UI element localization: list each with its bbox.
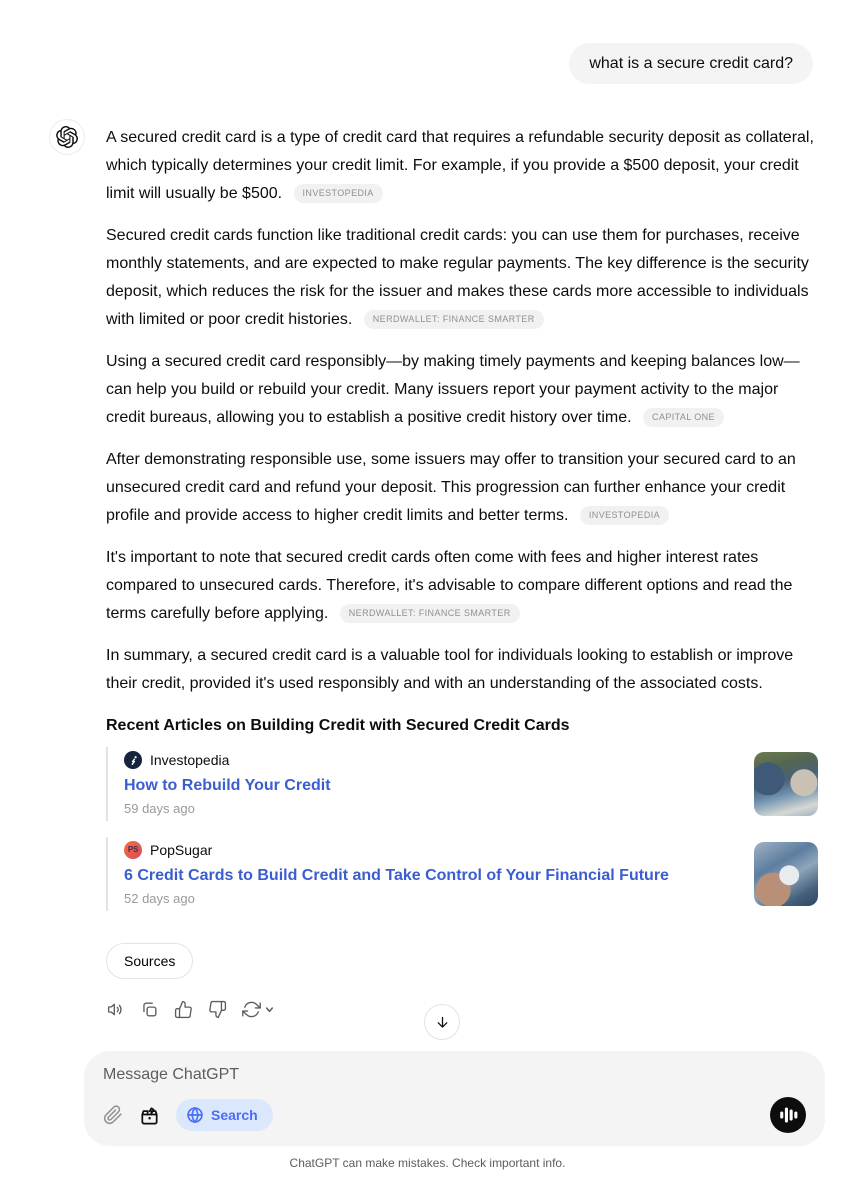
article-source-row [124,841,738,859]
globe-icon [186,1106,204,1124]
citation-pill[interactable]: INVESTOPEDIA [580,506,669,525]
chatgpt-avatar [49,119,85,155]
disclaimer-text: ChatGPT can make mistakes. Check important info. [289,1156,566,1170]
paragraph-text: Using a secured credit card responsibly—by making timely payments and keeping balances low—can help you build or rebuild your credit. Many issuers report your payment activity to the major credit bureaus, allowing you to establish a positive credit history over time. [106,353,800,426]
tools-button[interactable] [138,1104,161,1127]
voice-mode-button[interactable] [770,1097,806,1133]
paragraph-text: A secured credit card is a type of credit card that requires a refundable security deposit as collateral, which typically determines your credit limit. For example, if you provide a $500 deposit, your credit limit will usually be $500. [106,129,814,202]
assistant-paragraph [106,348,818,432]
paragraph-text: In summary, a secured credit card is a valuable tool for individuals looking to establish or improve their credit, provided it's used responsibly and with an understanding of the associated costs. [106,647,794,692]
assistant-message-content [106,119,818,1019]
assistant-paragraph [106,446,818,530]
thumbs-down-button[interactable] [208,1000,227,1019]
article-thumbnail-image[interactable] [754,842,818,906]
copy-icon [140,1000,159,1019]
article-card[interactable] [106,837,818,911]
search-toggle-button[interactable] [176,1099,273,1131]
assistant-paragraph [106,124,818,208]
user-message-row [0,0,855,84]
composer-toolbar [103,1097,806,1133]
thumbs-up-button[interactable] [174,1000,193,1019]
article-card[interactable] [106,747,818,821]
article-info [124,751,754,817]
paragraph-text: Secured credit cards function like traditional credit cards: you can use them for purchases, receive monthly statements, and are expected to make regular payments. The key difference is the security deposit, which reduces the risk for the issuer and makes these cards more accessible to individuals with limited or poor credit histories. [106,227,809,328]
attach-file-button[interactable] [103,1105,123,1125]
assistant-paragraph [106,544,818,628]
sources-button[interactable]: Sources [106,943,193,979]
chevron-down-icon [264,1004,275,1015]
read-aloud-button[interactable] [106,1000,125,1019]
assistant-paragraph [106,642,818,698]
paragraph-text: After demonstrating responsible use, some issuers may offer to transition your secured card to an unsecured credit card and refund your deposit. This progression can further enhance your credit profile and provide access to higher credit limits and better terms. [106,451,796,524]
citation-pill[interactable]: CAPITAL ONE [643,408,724,427]
assistant-paragraph [106,222,818,334]
response-actions-toolbar [106,1000,818,1019]
article-age: 52 days ago [124,891,195,906]
article-title-link[interactable]: How to Rebuild Your Credit [124,777,331,794]
user-message-bubble: what is a secure credit card? [569,43,813,84]
voice-waveform-icon [770,1097,806,1133]
paperclip-icon [103,1105,123,1125]
article-source-row [124,751,738,769]
article-title-link[interactable]: 6 Credit Cards to Build Credit and Take Control of Your Financial Future [124,867,669,884]
citation-pill[interactable]: NERDWALLET: FINANCE SMARTER [340,604,520,623]
copy-button[interactable] [140,1000,159,1019]
regenerate-button[interactable] [242,1000,275,1019]
toolbox-icon [138,1104,161,1127]
thumbs-up-icon [174,1000,193,1019]
scroll-to-bottom-button[interactable] [424,1004,460,1040]
message-input[interactable] [103,1066,806,1084]
citation-pill[interactable]: INVESTOPEDIA [294,184,383,203]
regenerate-icon [242,1000,261,1019]
paragraph-text: It's important to note that secured credit cards often come with fees and higher interest rates compared to unsecured cards. Therefore, it's advisable to compare different options and read the terms carefully before applying. [106,549,793,622]
article-thumbnail-image[interactable] [754,752,818,816]
bottom-dock [0,1051,855,1177]
thumbs-down-icon [208,1000,227,1019]
investopedia-logo-icon [124,751,142,769]
search-toggle-label: Search [211,1107,258,1123]
citation-pill[interactable]: NERDWALLET: FINANCE SMARTER [364,310,544,329]
article-source-name: Investopedia [150,752,230,768]
arrow-down-icon [434,1014,451,1031]
message-composer[interactable] [84,1051,825,1146]
speaker-icon [106,1000,125,1019]
article-source-name: PopSugar [150,842,213,858]
articles-section-heading: Recent Articles on Building Credit with Secured Credit Cards [106,717,570,734]
assistant-message-row [49,119,818,1019]
popsugar-logo-icon: PS [124,841,142,859]
openai-logo-icon [56,126,78,148]
article-info [124,841,754,907]
article-age: 59 days ago [124,801,195,816]
